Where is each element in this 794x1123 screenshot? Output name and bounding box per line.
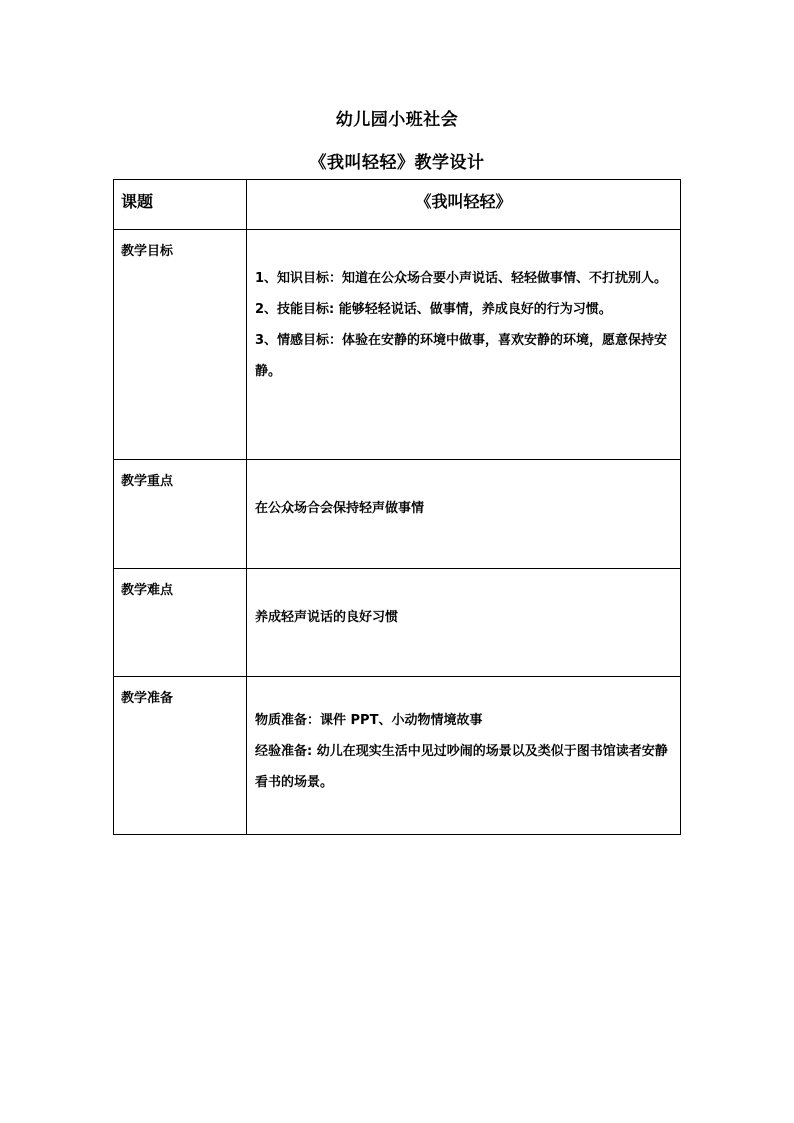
preparation-content	[247, 677, 681, 835]
document-subtitle: 《我叫轻轻》教学设计	[309, 153, 485, 173]
key-points-text: 在公众场合会保持轻声做事情	[255, 501, 425, 516]
lesson-plan-table	[113, 179, 681, 835]
difficulties-text: 养成轻声说话的良好习惯	[255, 610, 399, 625]
key-points-label: 教学重点	[114, 460, 247, 569]
table-row-key-points	[114, 460, 681, 569]
goal-emotion: 3、情感目标：体验在安静的环境中做事，喜欢安静的环境，愿意保持安静。	[255, 333, 668, 379]
document-title: 幼儿园小班社会	[335, 110, 459, 130]
key-points-content	[247, 460, 681, 569]
goal-skill: 2、技能目标: 能够轻轻说话、做事情，养成良好的行为习惯。	[255, 302, 612, 317]
topic-label: 课题	[114, 180, 247, 230]
goal-knowledge: 1、知识目标：知道在公众场合要小声说话、轻轻做事情、不打扰别人。	[255, 271, 668, 286]
table-row-goals	[114, 230, 681, 460]
table-row-preparation	[114, 677, 681, 835]
table-row-topic	[114, 180, 681, 230]
preparation-material: 物质准备：课件 PPT、小动物情境故事	[255, 713, 483, 728]
goals-label: 教学目标	[114, 230, 247, 460]
table-row-difficulties	[114, 569, 681, 677]
preparation-label: 教学准备	[114, 677, 247, 835]
difficulties-label: 教学难点	[114, 569, 247, 677]
preparation-experience: 经验准备: 幼儿在现实生活中见过吵闹的场景以及类似于图书馆读者安静看书的场景。	[255, 744, 668, 790]
difficulties-content	[247, 569, 681, 677]
topic-value: 《我叫轻轻》	[247, 180, 681, 230]
goals-content	[247, 230, 681, 460]
